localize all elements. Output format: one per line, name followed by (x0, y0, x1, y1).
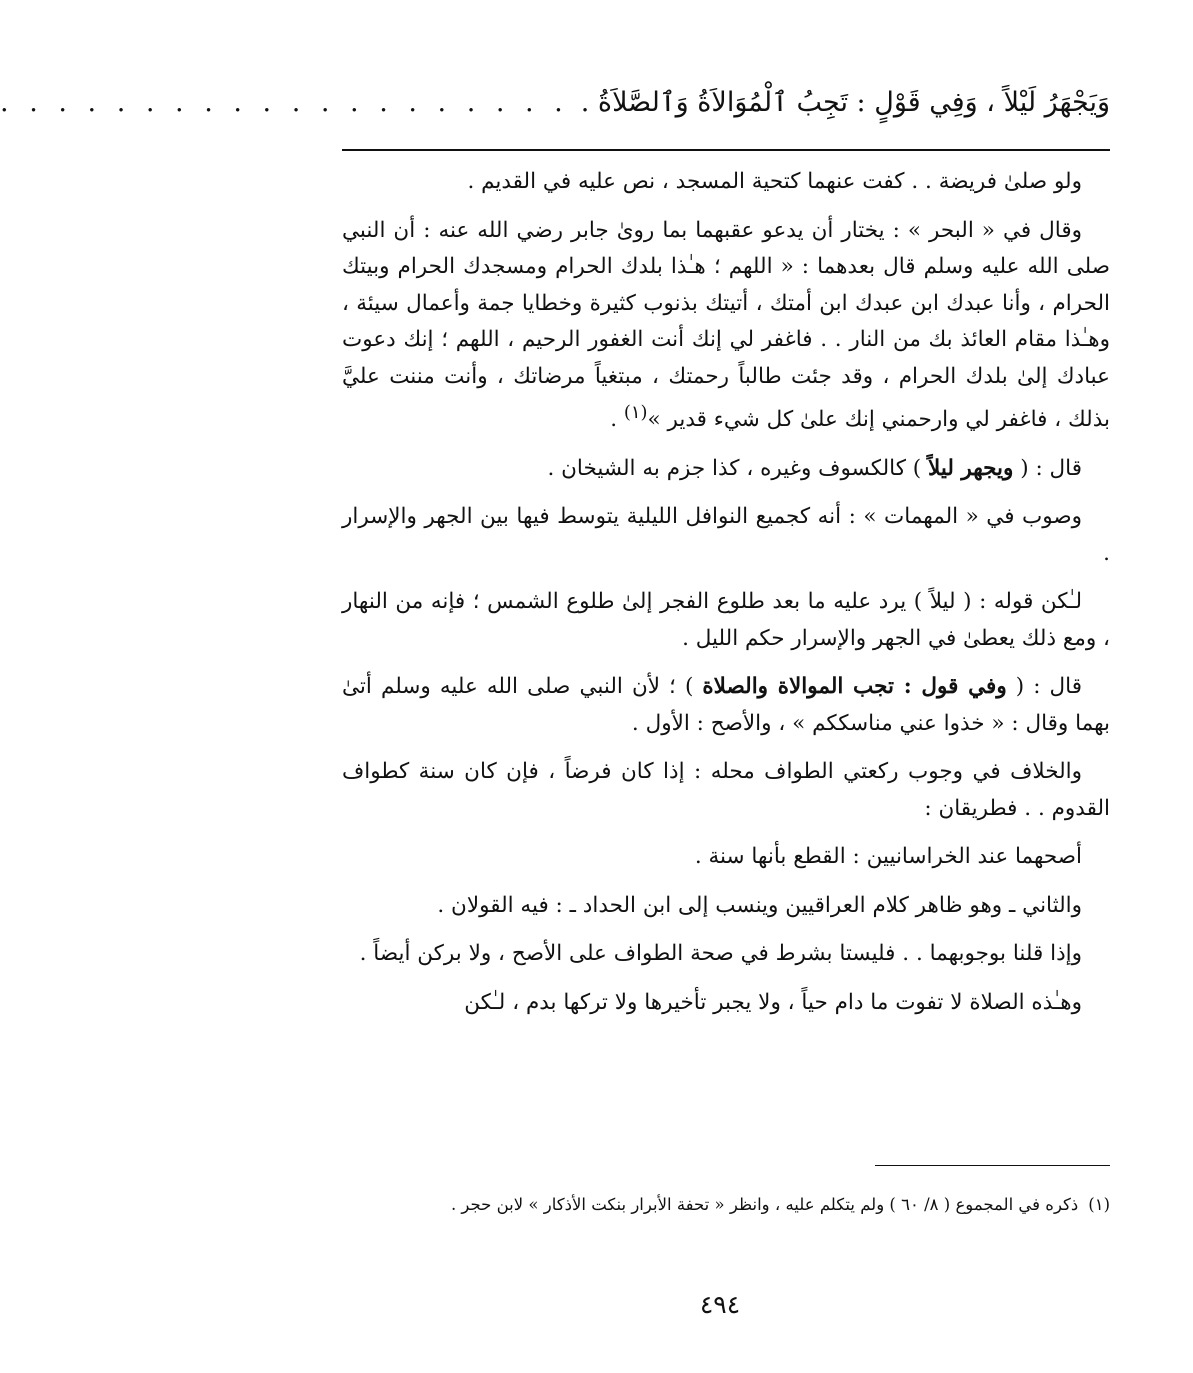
header-rule (342, 149, 1110, 151)
paragraph (342, 839, 1110, 876)
paragraph (342, 669, 1110, 742)
paragraph-text: والثاني ـ وهو ظاهر كلام العراقيين وينسب إلى ابن الحداد ـ : فيه القولان . (437, 892, 1082, 918)
paragraph-text: قال : ( (1006, 674, 1082, 700)
paragraph (342, 499, 1110, 572)
paragraph-text: لـٰكن قوله : ( ليلاً ) يرد عليه ما بعد طلوع الفجر إلىٰ طلوع الشمس ؛ فإنه من النهار ، ومع ذلك يعطىٰ في الجهر والإسرار حكم الليل . (342, 589, 1110, 651)
paragraph-text: ) ؛ لأن النبي صلى الله عليه وسلم أتىٰ بهما وقال : « خذوا عني مناسككم » ، والأصح : الأول . (342, 674, 1110, 736)
paragraph-text: ) كالكسوف وغيره ، كذا جزم به الشيخان . (547, 455, 929, 481)
paragraph-text: . (610, 407, 624, 433)
running-header (0, 78, 1110, 126)
paragraph (342, 754, 1110, 827)
footnote-number: (١) (1088, 1195, 1110, 1214)
paragraph-text: وهـٰذه الصلاة لا تفوت ما دام حياً ، ولا يجبر تأخيرها ولا تركها بدم ، لـٰكن (464, 989, 1082, 1015)
paragraph-text: أصحهما عند الخراسانيين : القطع بأنها سنة . (694, 844, 1082, 870)
paragraph-text: والخلاف في وجوب ركعتي الطواف محله : إذا كان فرضاً ، فإن كان سنة كطواف القدوم . . فطريقان : (342, 759, 1110, 821)
footnote-text: ذكره في المجموع ( ٨/ ٦٠ ) ولم يتكلم عليه ، وانظر « تحفة الأبرار بنكت الأذكار » لابن حجر . (450, 1195, 1079, 1214)
page-number: ٤٩٤ (699, 1290, 741, 1319)
paragraph (342, 164, 1110, 201)
bold-matn-text: وفي قول : تجب الموالاة والصلاة (702, 674, 1007, 700)
bold-matn-text: ويجهر ليلاً (928, 455, 1014, 481)
paragraph-text: وإذا قلنا بوجوبهما . . فليستا بشرط في صحة الطواف على الأصح ، ولا بركن أيضاً . (359, 941, 1082, 967)
paragraph (342, 985, 1110, 1022)
paragraph (342, 888, 1110, 925)
paragraph (342, 213, 1110, 439)
footnote-reference: (١) (623, 402, 648, 423)
paragraph (342, 936, 1110, 973)
footnote-rule (875, 1165, 1110, 1166)
running-title: وَيَجْهَرُ لَيْلاً ، وَفِي قَوْلٍ : تَجِبُ ٱلْمُوَالاَةُ وَٱلصَّلاَةُ . (580, 86, 1110, 118)
paragraph (342, 451, 1110, 488)
paragraph-text: قال : ( (1013, 455, 1082, 481)
paragraph-text: وقال في « البحر » : يختار أن يدعو عقبهما بما روىٰ جابر رضي الله عنه : أن النبي صلى الله عليه وسلم قال بعدهما : « اللهم ؛ هـٰذا بلدك الحرام ومسجدك الحرام وبيتك الحرام ، وأنا عبدك ابن عبدك ابن أمتك ، أتيتك بذنوب كثيرة وخطايا جمة وأعمال سيئة ، وهـٰذا مقام العائذ بك من النار . . فاغفر لي إنك أنت الغفور الرحيم ، اللهم ؛ إنك دعوت عبادك إلىٰ بلدك الحرام ، وقد جئت طالباً رحمتك ، مبتغياً مرضاتك ، وأنت مننت عليَّ بذلك ، فاغفر لي وارحمني إنك علىٰ كل شيء قدير » (342, 217, 1110, 433)
body-text (342, 164, 1110, 1033)
leader-dots: . . . . . . . . . . . . . . . . . . . . (0, 86, 569, 118)
paragraph-text: ولو صلىٰ فريضة . . كفت عنهما كتحية المسجد ، نص عليه في القديم . (467, 169, 1082, 194)
paragraph (342, 584, 1110, 657)
footnote (342, 1190, 1110, 1220)
paragraph-text: وصوب في « المهمات » : أنه كجميع النوافل الليلية يتوسط فيها بين الجهر والإسرار . (342, 504, 1110, 566)
